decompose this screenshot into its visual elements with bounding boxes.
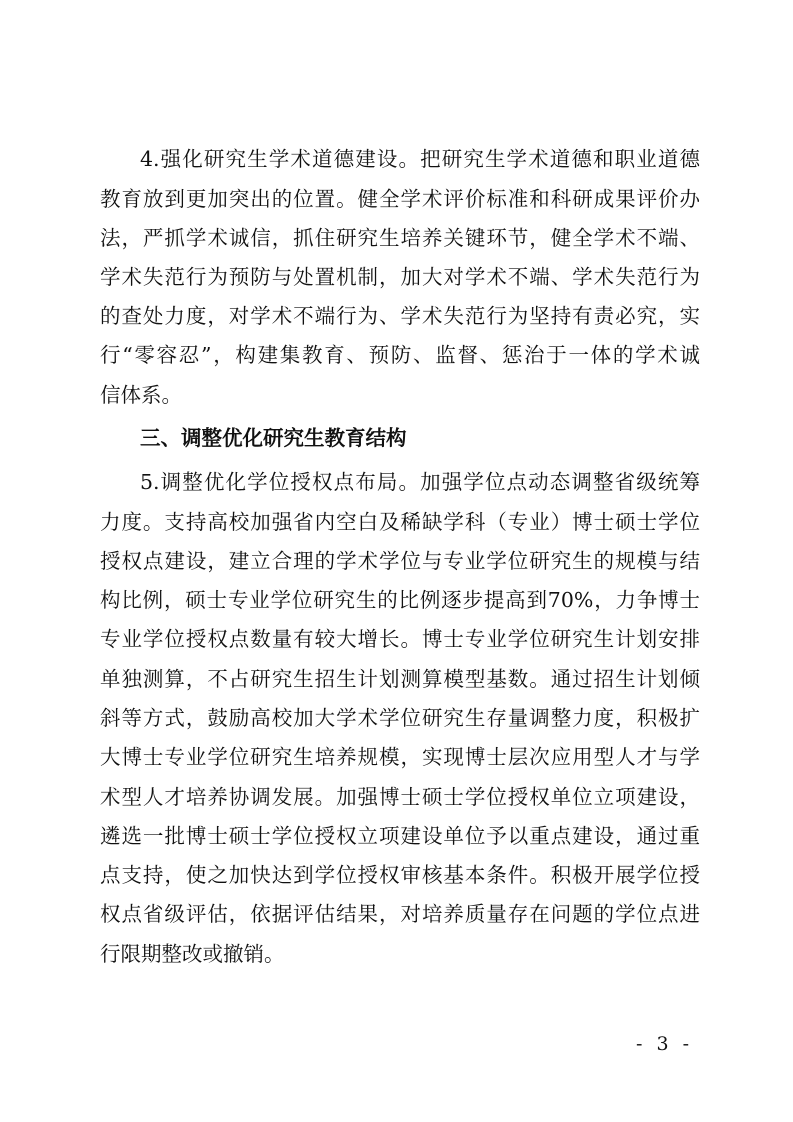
paragraph-5-line-3: 授权点建设，建立合理的学术学位与专业学位研究生的规模与结 — [100, 549, 700, 573]
paragraph-4-line-3: 法，严抓学术诚信，抓住研究生培养关键环节，健全学术不端、 — [100, 226, 700, 250]
paragraph-5-line-4: 构比例，硕士专业学位研究生的比例逐步提高到70%，力争博士 — [100, 588, 700, 612]
paragraph-4-line-5: 的查处力度，对学术不端行为、学术失范行为坚持有责必究，实 — [100, 304, 700, 328]
paragraph-5-line-13: 行限期整改或撤销。 — [100, 942, 285, 966]
paragraph-5-line-10: 遴选一批博士硕士学位授权立项建设单位予以重点建设，通过重 — [100, 824, 700, 848]
paragraph-5-line-8: 大博士专业学位研究生培养规模，实现博士层次应用型人才与学 — [100, 745, 700, 769]
paragraph-5-line-5: 专业学位授权点数量有较大增长。博士专业学位研究生计划安排 — [100, 627, 700, 651]
page-number: - 3 - — [636, 1033, 694, 1055]
section-heading: 三、调整优化研究生教育结构 — [140, 426, 407, 450]
paragraph-5-line-11: 点支持，使之加快达到学位授权审核基本条件。积极开展学位授 — [100, 863, 700, 887]
paragraph-4-line-2: 教育放到更加突出的位置。健全学术评价标准和科研成果评价办 — [100, 187, 700, 211]
paragraph-4-line-1: 4.强化研究生学术道德建设。把研究生学术道德和职业道德 — [140, 147, 700, 171]
paragraph-5-line-7: 斜等方式，鼓励高校加大学术学位研究生存量调整力度，积极扩 — [100, 706, 700, 730]
paragraph-4-line-7: 信体系。 — [100, 383, 182, 407]
paragraph-4-line-4: 学术失范行为预防与处置机制，加大对学术不端、学术失范行为 — [100, 265, 700, 289]
paragraph-5-line-9: 术型人才培养协调发展。加强博士硕士学位授权单位立项建设， — [100, 785, 700, 809]
paragraph-5-line-12: 权点省级评估，依据评估结果，对培养质量存在问题的学位点进 — [100, 902, 700, 926]
paragraph-4-line-6: 行“零容忍”，构建集教育、预防、监督、惩治于一体的学术诚 — [100, 343, 700, 367]
paragraph-5-line-1: 5.调整优化学位授权点布局。加强学位点动态调整省级统筹 — [140, 470, 700, 494]
paragraph-5-line-6: 单独测算，不占研究生招生计划测算模型基数。通过招生计划倾 — [100, 667, 700, 691]
paragraph-5-line-2: 力度。支持高校加强省内空白及稀缺学科（专业）博士硕士学位 — [100, 510, 700, 534]
